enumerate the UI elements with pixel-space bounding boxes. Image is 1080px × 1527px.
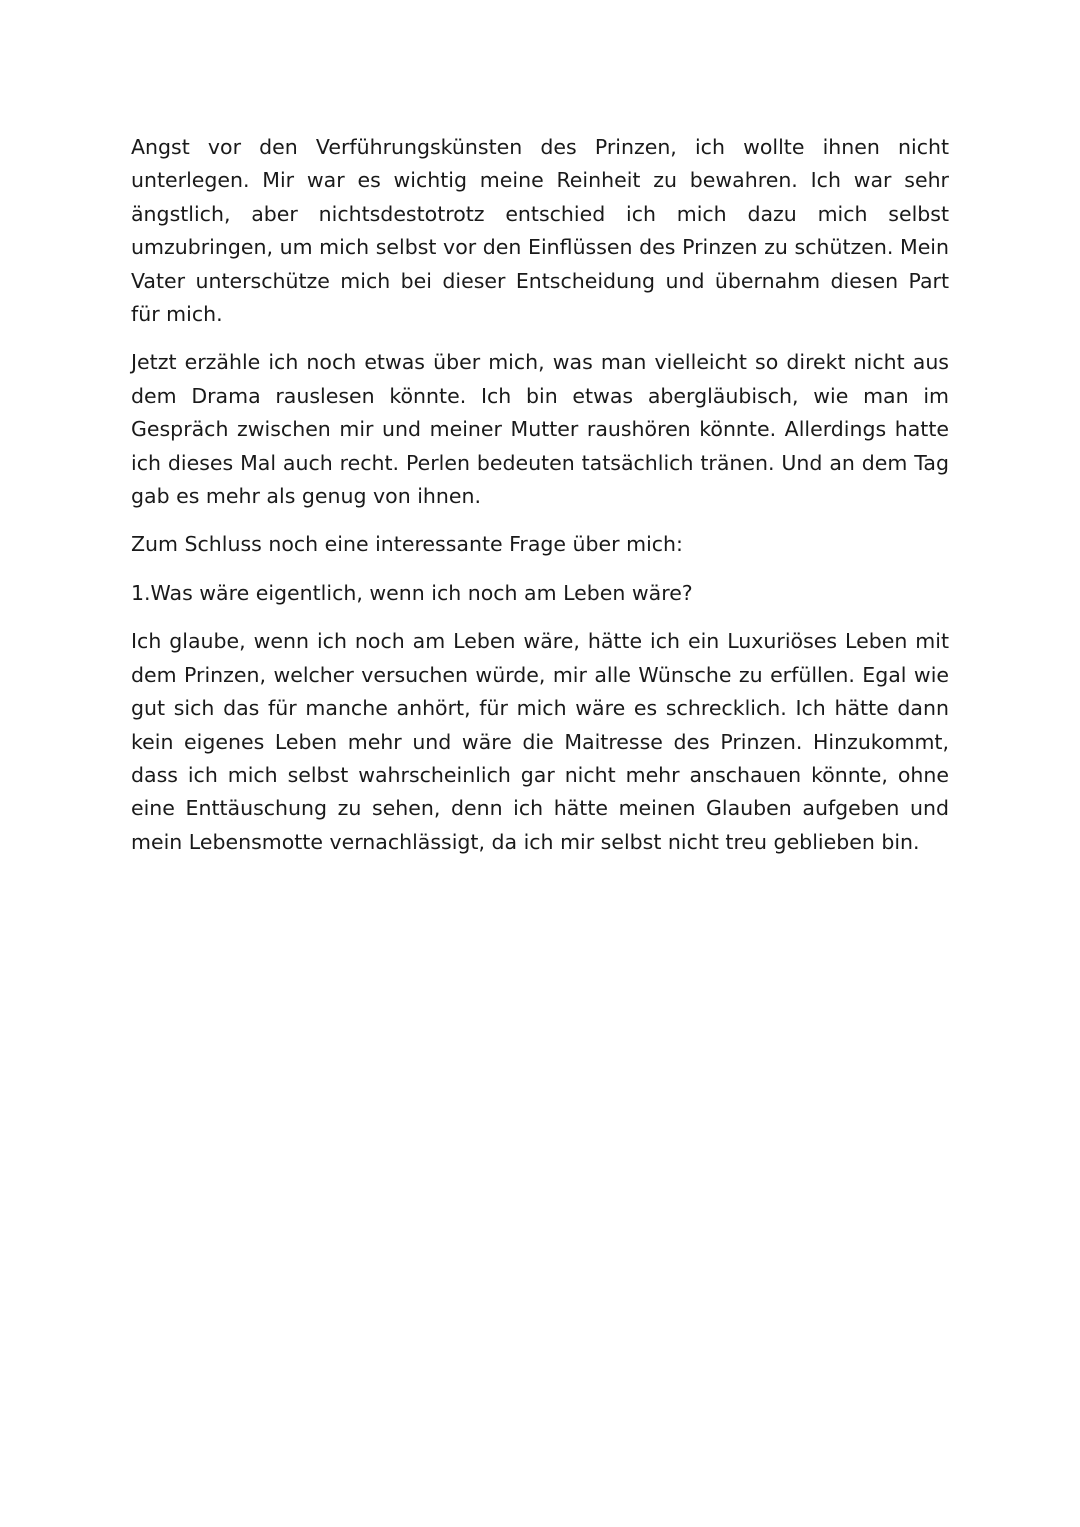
paragraph-question-intro: Zum Schluss noch eine interessante Frage über mich: [131, 532, 683, 557]
paragraph-question: 1.Was wäre eigentlich, wenn ich noch am Leben wäre? [131, 580, 693, 605]
paragraph-intro: Angst vor den Verführungskünsten des Prinzen, ich wollte ihnen nicht unterlegen. Mir war es wichtig meine Reinheit zu bewahren. Ich war sehr ängstlich, aber nichtsdestotrotz entschied ich mich dazu mich selbst umzubringen, um mich selbst vor den Einflüssen des Prinzen zu schützen. Mein Vater unterschütze mich bei dieser Entscheidung und übernahm diesen Part für mich. [131, 135, 949, 327]
document-body [131, 131, 949, 874]
paragraph-superstition: Jetzt erzähle ich noch etwas über mich, was man vielleicht so direkt nicht aus dem Drama rauslesen könnte. Ich bin etwas abergläubisch, wie man im Gespräch zwischen mir und meiner Mutter raushören könnte. Allerdings hatte ich dieses Mal auch recht. Perlen bedeuten tatsächlich tränen. Und an dem Tag gab es mehr als genug von ihnen. [131, 350, 949, 509]
paragraph-answer: Ich glaube, wenn ich noch am Leben wäre, hätte ich ein Luxuriöses Leben mit dem Prinzen, welcher versuchen würde, mir alle Wünsche zu erfüllen. Egal wie gut sich das für manche anhört, für mich wäre es schrecklich. Ich hätte dann kein eigenes Leben mehr und wäre die Maitresse des Prinzen. Hinzukommt, dass ich mich selbst wahrscheinlich gar nicht mehr anschauen könnte, ohne eine Enttäuschung zu sehen, denn ich hätte meinen Glauben aufgeben und mein Lebensmotte vernachlässigt, da ich mir selbst nicht treu geblieben bin. [131, 629, 949, 854]
